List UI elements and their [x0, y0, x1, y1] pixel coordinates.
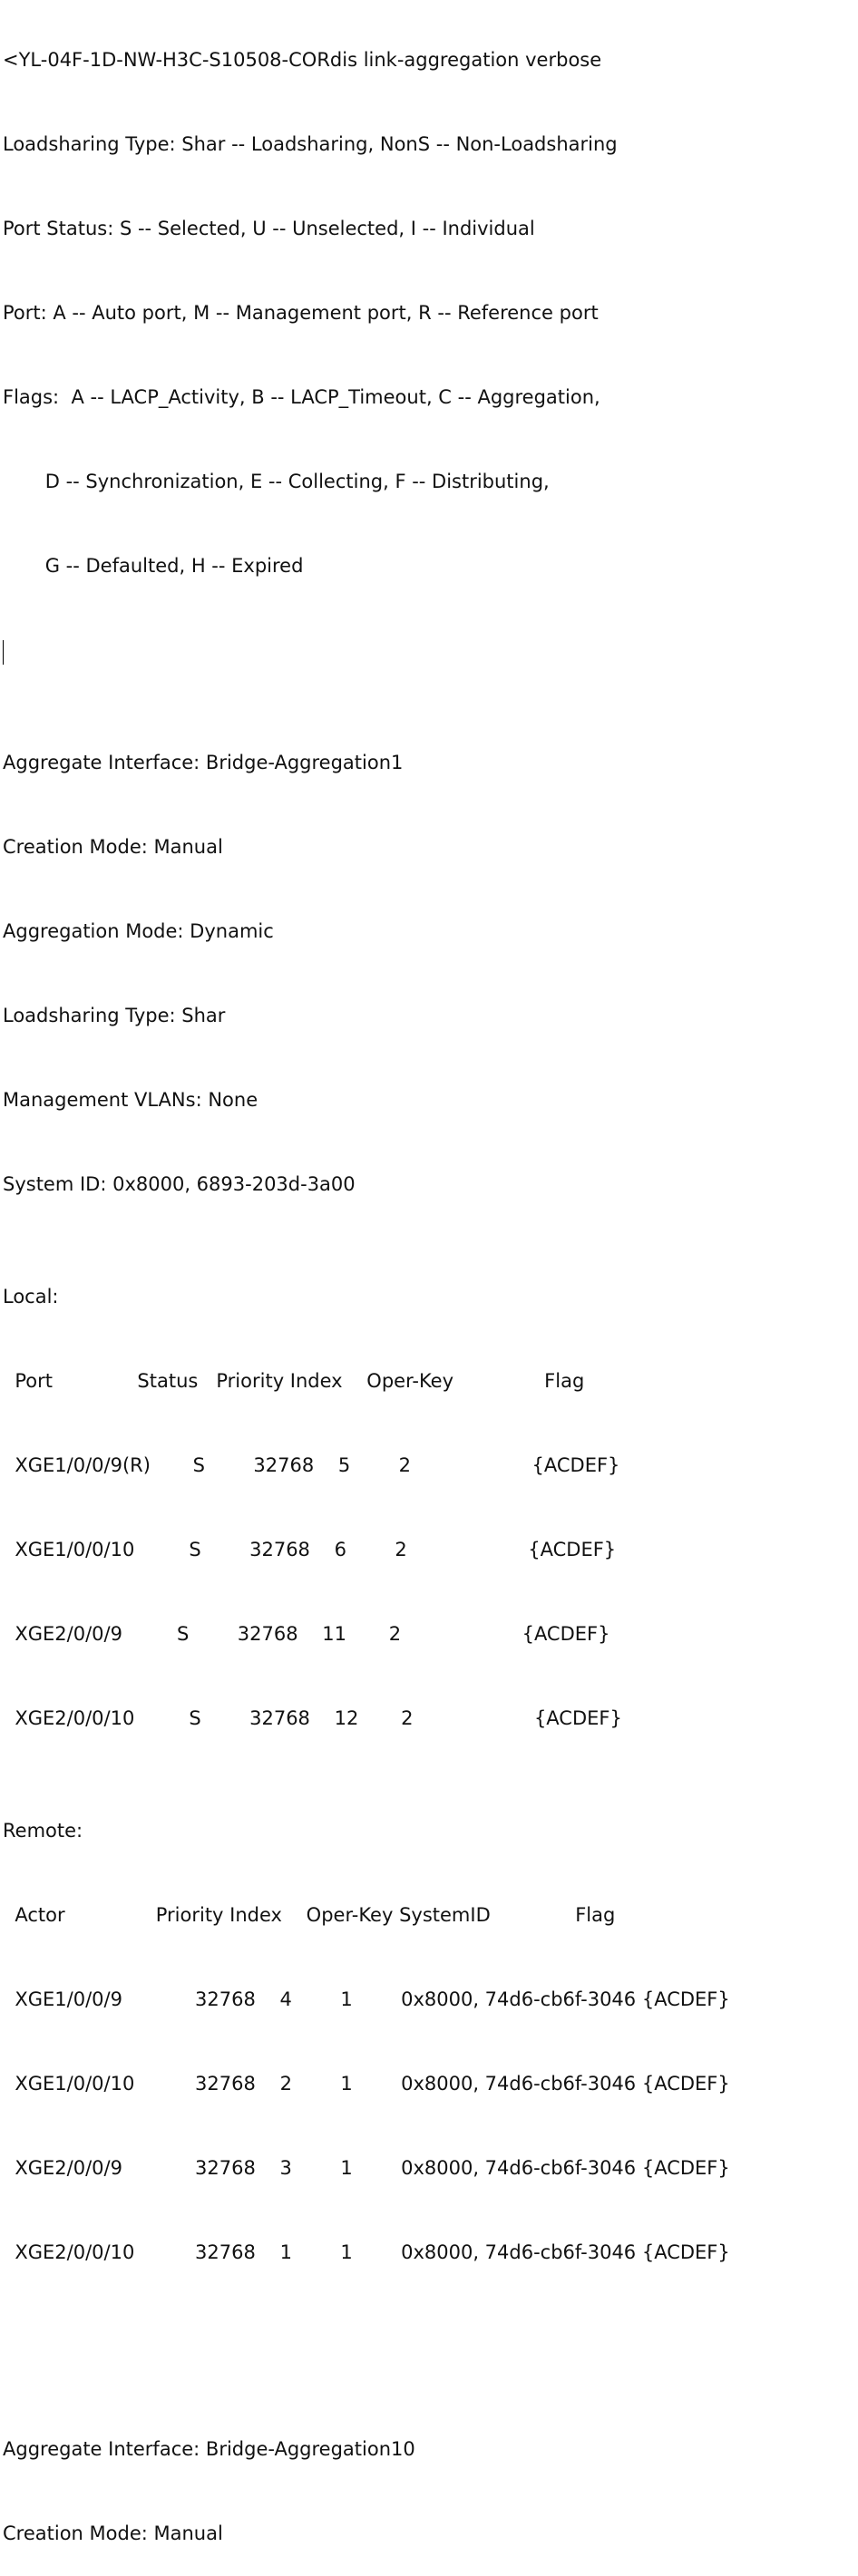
creation-mode: Creation Mode: Manual [3, 836, 223, 858]
legend-flags-line-3: G -- Defaulted, H -- Expired [3, 555, 304, 577]
system-id: System ID: 0x8000, 6893-203d-3a00 [3, 1173, 356, 1195]
legend-loadsharing: Loadsharing Type: Shar -- Loadsharing, NonS -- Non-Loadsharing [3, 133, 618, 155]
cursor-line [3, 637, 855, 665]
aggregation-mode: Aggregation Mode: Dynamic [3, 920, 274, 942]
aggregate-interface-title: Aggregate Interface: Bridge-Aggregation1 [3, 752, 404, 773]
remote-table-header: Actor Priority Index Oper-Key SystemID Flag [3, 1904, 616, 1926]
remote-label: Remote: [3, 1820, 83, 1842]
remote-table-row: XGE1/0/0/10 32768 2 1 0x8000, 74d6-cb6f-3046 {ACDEF} [3, 2073, 730, 2095]
local-label: Local: [3, 1286, 59, 1307]
legend-port-status: Port Status: S -- Selected, U -- Unselected, I -- Individual [3, 218, 535, 239]
command-line: <YL-04F-1D-NW-H3C-S10508-CORdis link-aggregation verbose [3, 49, 602, 71]
legend-flags-line-1: Flags: A -- LACP_Activity, B -- LACP_Timeout, C -- Aggregation, [3, 386, 600, 408]
legend-flags-line-2: D -- Synchronization, E -- Collecting, F -- Distributing, [3, 471, 550, 492]
remote-table-row: XGE2/0/0/10 32768 1 1 0x8000, 74d6-cb6f-3046 {ACDEF} [3, 2241, 730, 2263]
local-table-row: XGE2/0/0/9 S 32768 11 2 {ACDEF} [3, 1623, 610, 1645]
legend-port: Port: A -- Auto port, M -- Management port, R -- Reference port [3, 302, 599, 324]
local-table-header: Port Status Priority Index Oper-Key Flag [3, 1370, 585, 1392]
creation-mode-2: Creation Mode: Manual [3, 2523, 223, 2544]
remote-table-row: XGE1/0/0/9 32768 4 1 0x8000, 74d6-cb6f-3046 {ACDEF} [3, 1988, 730, 2010]
loadsharing-type: Loadsharing Type: Shar [3, 1005, 226, 1026]
management-vlans: Management VLANs: None [3, 1089, 258, 1111]
blank-line [3, 2351, 855, 2379]
terminal-output[interactable] [3, 0, 855, 2576]
remote-table-row: XGE2/0/0/9 32768 3 1 0x8000, 74d6-cb6f-3046 {ACDEF} [3, 2157, 730, 2179]
aggregate-interface-title-2: Aggregate Interface: Bridge-Aggregation10 [3, 2438, 415, 2460]
local-table-row: XGE1/0/0/10 S 32768 6 2 {ACDEF} [3, 1539, 617, 1560]
local-table-row: XGE2/0/0/10 S 32768 12 2 {ACDEF} [3, 1707, 622, 1729]
local-table-row: XGE1/0/0/9(R) S 32768 5 2 {ACDEF} [3, 1454, 620, 1476]
text-cursor [3, 640, 4, 665]
